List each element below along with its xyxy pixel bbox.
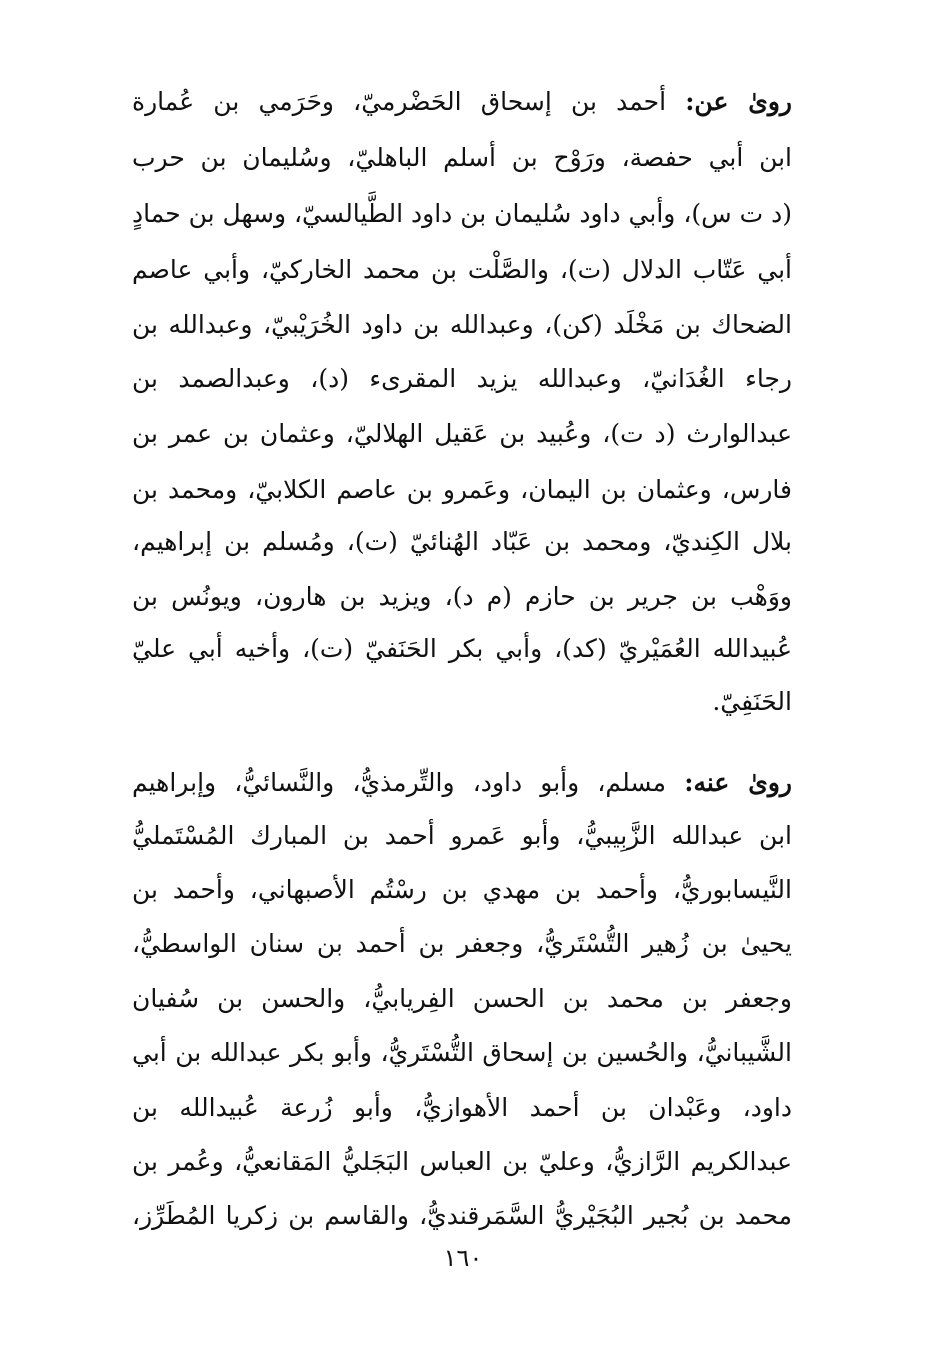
text-line: بلال الكِنديّ، ومحمد بن عَبّاد الهُنائيّ (ت)، ومُسلم بن إبراهيم، xyxy=(132,527,792,556)
text-line: عبدالوارث (د ت)، وعُبيد بن عَقيل الهلاليّ، وعثمان بن عمر بن xyxy=(132,419,792,448)
text-line: أبي عَتّاب الدلال (ت)، والصَّلْت بن محمد الخاركيّ، وأبي عاصم xyxy=(132,255,792,284)
text-line: وجعفر بن محمد بن الحسن الفِريابيُّ، والحسن بن سُفيان xyxy=(132,984,792,1013)
text-line: الشَّيبانيُّ، والحُسين بن إسحاق التُّسْتَريُّ، وأبو بكر عبدالله بن أبي xyxy=(132,1038,792,1067)
text-line: عُبيدالله العُمَيْريّ (كد)، وأبي بكر الحَنَفيّ (ت)، وأخيه أبي عليّ xyxy=(132,634,792,663)
text-line: ابن أبي حفصة، ورَوْح بن أسلم الباهليّ، وسُليمان بن حرب xyxy=(132,143,792,172)
section-heading-narrated-from: روىٰ عن: xyxy=(685,87,792,116)
text-line: الحَنَفِيّ. xyxy=(712,687,792,716)
section-heading-narrated-by: روىٰ عنه: xyxy=(684,768,792,797)
text-line: النَّيسابوريُّ، وأحمد بن مهدي بن رسْتُم الأصبهاني، وأحمد بن xyxy=(132,875,792,904)
text-line: (د ت س)، وأبي داود سُليمان بن داود الطَّيالسيّ، وسهل بن حمادٍ xyxy=(132,199,792,228)
text-line: عبدالكريم الرَّازيُّ، وعليّ بن العباس البَجَليُّ المَقانعيُّ، وعُمر بن xyxy=(132,1147,792,1176)
text-line: يحيىٰ بن زُهير التُّسْتَريُّ، وجعفر بن أحمد بن سنان الواسطيُّ، xyxy=(132,929,792,958)
text-line: داود، وعَبْدان بن أحمد الأهوازيُّ، وأبو زُرعة عُبيدالله بن xyxy=(132,1093,792,1122)
text-line: الضحاك بن مَخْلَد (كن)، وعبدالله بن داود الخُرَيْبيّ، وعبدالله بن xyxy=(132,310,792,339)
text-line: ووَهْب بن جرير بن حازم (م د)، ويزيد بن هارون، ويونُس بن xyxy=(132,582,792,611)
page-number: ١٦٠ xyxy=(443,1244,483,1272)
text-line: ابن عبدالله الزَّبِيبيُّ، وأبو عَمرو أحمد بن المبارك المُسْتَمليُّ xyxy=(132,821,792,850)
text-line: محمد بن بُجير البُجَيْريُّ السَّمَرقنديُّ، والقاسم بن زكريا المُطَرِّز، xyxy=(132,1201,792,1230)
text-line xyxy=(132,754,792,812)
text-line-content: أحمد بن إسحاق الحَضْرميّ، وحَرَمي بن عُمارة xyxy=(132,87,686,116)
text-line xyxy=(132,73,792,131)
text-line: رجاء الغُدَانيّ، وعبدالله يزيد المقرىء (د)، وعبدالصمد بن xyxy=(132,364,792,393)
text-line-content: مسلم، وأبو داود، والتِّرمذيُّ، والنَّسائيُّ، وإبراهيم xyxy=(132,768,685,797)
text-line: فارس، وعثمان بن اليمان، وعَمرو بن عاصم الكلابيّ، ومحمد بن xyxy=(132,475,792,504)
